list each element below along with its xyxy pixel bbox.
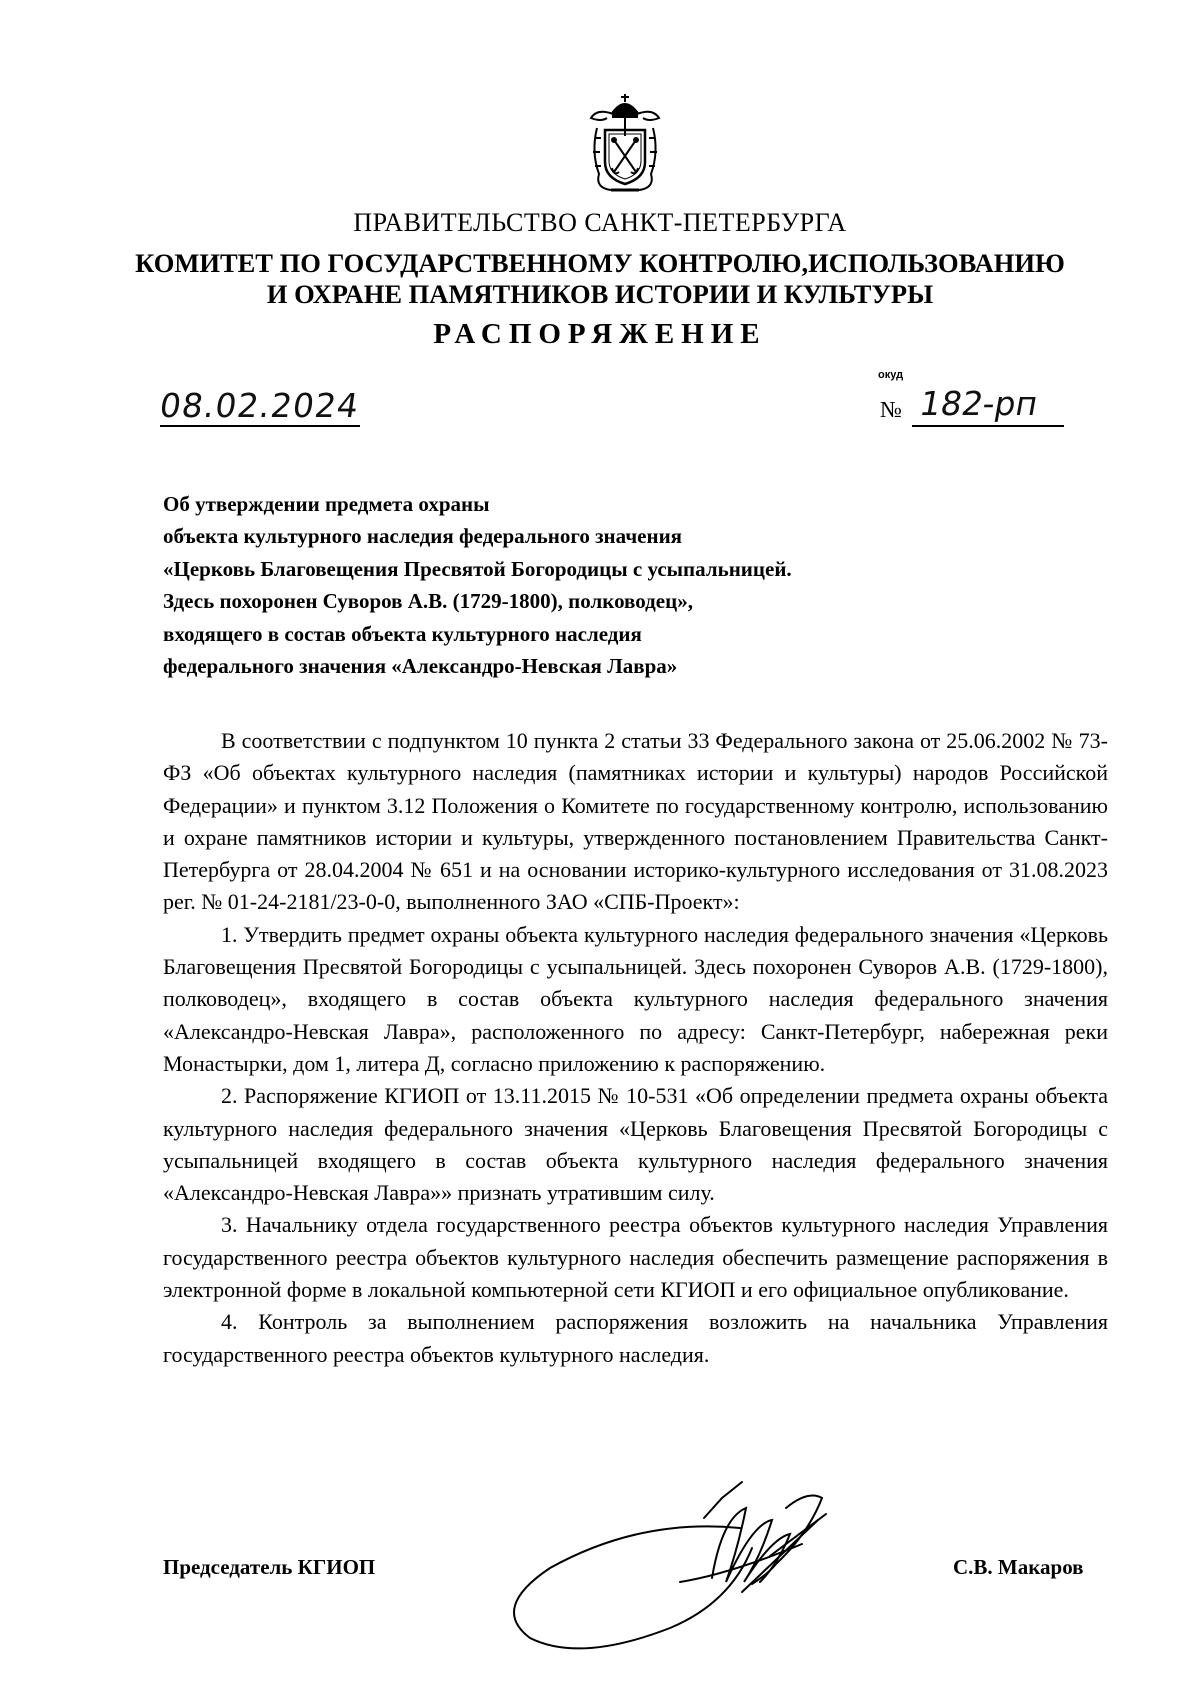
subject-line: Здесь похоронен Суворов А.В. (1729-1800), полководец», — [163, 589, 693, 614]
coat-of-arms-icon — [583, 92, 667, 196]
handwritten-signature — [490, 1478, 850, 1658]
government-title: ПРАВИТЕЛЬСТВО САНКТ-ПЕТЕРБУРГА — [353, 208, 847, 237]
body-paragraph-1: 1. Утвердить предмет охраны объекта культурного наследия федерального значения «Церковь Благовещения Пресвятой Богородицы с усыпальницей. Здесь похоронен Суворов А.В. (1729-1800), полководец», входящего в состав объекта культурного наследия федерального значения «Александро-Невская Лавра», расположенного по адресу: Санкт-Петербург, набережная реки Монастырки, дом 1, литера Д, согласно приложению к распоряжению. — [163, 921, 1108, 1076]
subject-line: федерального значения «Александро-Невская Лавра» — [163, 654, 678, 679]
subject-line: объекта культурного наследия федерального значения — [163, 524, 683, 549]
signatory-position: Председатель КГИОП — [163, 1555, 376, 1579]
document-date: 08.02.2024 — [157, 386, 362, 425]
body-paragraph-4: 4. Контроль за выполнением распоряжения возложить на начальника Управления государственного реестра объектов культурного наследия. — [163, 1309, 1108, 1367]
committee-title-line2: И ОХРАНЕ ПАМЯТНИКОВ ИСТОРИИ И КУЛЬТУРЫ — [266, 279, 934, 309]
document-body — [163, 725, 1108, 1371]
number-sign: № — [880, 397, 902, 422]
subject-line: «Церковь Благовещения Пресвятой Богородицы с усыпальницей. — [163, 556, 792, 581]
signatory-name: С.В. Макаров — [953, 1555, 1084, 1579]
body-paragraph-preamble: В соответствии с подпунктом 10 пункта 2 статьи 33 Федерального закона от 25.06.2002 № 73-ФЗ «Об объектах культурного наследия (памятниках истории и культуры) народов Российской Федерации» и пунктом 3.12 Положения о Комитете по государственному контролю, использованию и охране памятников истории и культуры, утвержденного постановлением Правительства Санкт-Петербурга от 28.04.2004 № 651 и на основании историко-культурного исследования от 31.08.2023 рег. № 01-24-2181/23-0-0, выполненного ЗАО «СПБ-Проект»: — [163, 728, 1108, 915]
committee-title-line1: КОМИТЕТ ПО ГОСУДАРСТВЕННОМУ КОНТРОЛЮ,ИСПОЛЬЗОВАНИЮ — [135, 248, 1065, 278]
number-underline — [912, 425, 1064, 427]
body-paragraph-3: 3. Начальнику отдела государственного реестра объектов культурного наследия Управления государственного реестра объектов культурного наследия обеспечить размещение распоряжения в электронной форме в локальной компьютерной сети КГИОП и его официальное опубликование. — [163, 1212, 1108, 1303]
committee-title — [0, 248, 1200, 310]
body-paragraph-2: 2. Распоряжение КГИОП от 13.11.2015 № 10-531 «Об определении предмета охраны объекта культурного наследия федерального значения «Церковь Благовещения Пресвятой Богородицы с усыпальницей входящего в состав объекта культурного наследия федерального значения «Александро-Невская Лавра»» признать утратившим силу. — [163, 1083, 1108, 1206]
subject-line: входящего в состав объекта культурного наследия — [163, 621, 642, 646]
document-number: 182-рп — [916, 384, 1041, 423]
document-subject — [163, 488, 1063, 682]
document-type: РАСПОРЯЖЕНИЕ — [433, 318, 767, 350]
okud-label: окуд — [878, 369, 904, 381]
date-underline — [160, 425, 360, 427]
subject-line: Об утверждении предмета охраны — [163, 492, 490, 516]
